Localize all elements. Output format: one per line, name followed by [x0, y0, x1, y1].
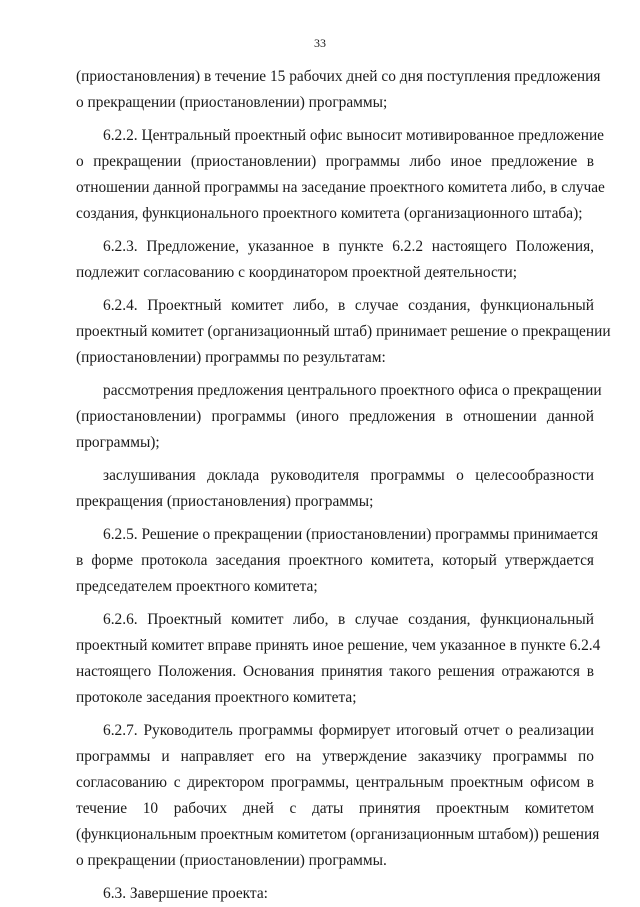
- text-line: о прекращении (приостановлении) программы;: [76, 94, 388, 111]
- paragraph: [76, 522, 599, 600]
- document-body: [76, 64, 611, 907]
- text-line: 6.2.3. Предложение, указанное в пункте 6.2.2 настоящего Положения,: [103, 238, 594, 255]
- text-line: о прекращении (приостановлении) программы.: [76, 852, 387, 869]
- text-line: отношении данной программы на заседание проектного комитета либо, в случае: [76, 179, 605, 196]
- text-line: (приостановлении) программы по результатам:: [76, 349, 386, 366]
- paragraph: [76, 64, 601, 116]
- page-number: 33: [314, 36, 326, 50]
- text-line: председателем проектного комитета;: [76, 578, 318, 595]
- paragraph: [76, 378, 602, 456]
- text-line: согласованию с директором программы, центральным проектным офисом в: [76, 774, 594, 791]
- text-line: протоколе заседания проектного комитета;: [76, 689, 357, 706]
- text-line: рассмотрения предложения центрального проектного офиса о прекращении: [103, 382, 602, 399]
- text-line: заслушивания доклада руководителя программы о целесообразности: [103, 467, 594, 484]
- text-line: настоящего Положения. Основания принятия такого решения отражаются в: [76, 663, 594, 680]
- text-line: течение 10 рабочих дней с даты принятия проектным комитетом: [76, 800, 594, 817]
- paragraph: [76, 234, 594, 286]
- text-line: о прекращении (приостановлении) программы либо иное предложение в: [76, 153, 594, 170]
- text-line: в форме протокола заседания проектного комитета, который утверждается: [76, 552, 594, 569]
- text-line: 6.2.5. Решение о прекращении (приостановлении) программы принимается: [103, 526, 599, 543]
- text-line: создания, функционального проектного комитета (организационного штаба);: [76, 205, 583, 222]
- paragraph: [76, 881, 594, 907]
- text-line: 6.2.7. Руководитель программы формирует итоговый отчет о реализации: [103, 722, 594, 739]
- text-line: (приостановлении) программы (иного предложения в отношении данной: [76, 408, 594, 425]
- text-line: 6.2.6. Проектный комитет либо, в случае создания, функциональный: [103, 611, 594, 628]
- paragraph: [76, 607, 601, 711]
- text-line: проектный комитет вправе принять иное решение, чем указанное в пункте 6.2.4: [76, 637, 601, 654]
- text-line: (функциональным проектным комитетом (организационным штабом)) решения: [76, 826, 600, 843]
- text-line: прекращения (приостановления) программы;: [76, 493, 374, 510]
- paragraph: [76, 123, 605, 227]
- paragraph: [76, 293, 611, 371]
- paragraph: [76, 463, 594, 515]
- text-line: 6.2.2. Центральный проектный офис выносит мотивированное предложение: [103, 127, 605, 144]
- text-line: программы и направляет его на утверждение заказчику программы по: [76, 748, 594, 765]
- text-line: (приостановления) в течение 15 рабочих дней со дня поступления предложения: [76, 68, 601, 85]
- text-line: подлежит согласованию с координатором проектной деятельности;: [76, 264, 518, 281]
- text-line: 6.3. Завершение проекта:: [103, 885, 268, 902]
- text-line: программы);: [76, 434, 160, 451]
- paragraph: [76, 718, 600, 874]
- text-line: 6.2.4. Проектный комитет либо, в случае создания, функциональный: [103, 297, 594, 314]
- text-line: проектный комитет (организационный штаб) принимает решение о прекращении: [76, 323, 611, 340]
